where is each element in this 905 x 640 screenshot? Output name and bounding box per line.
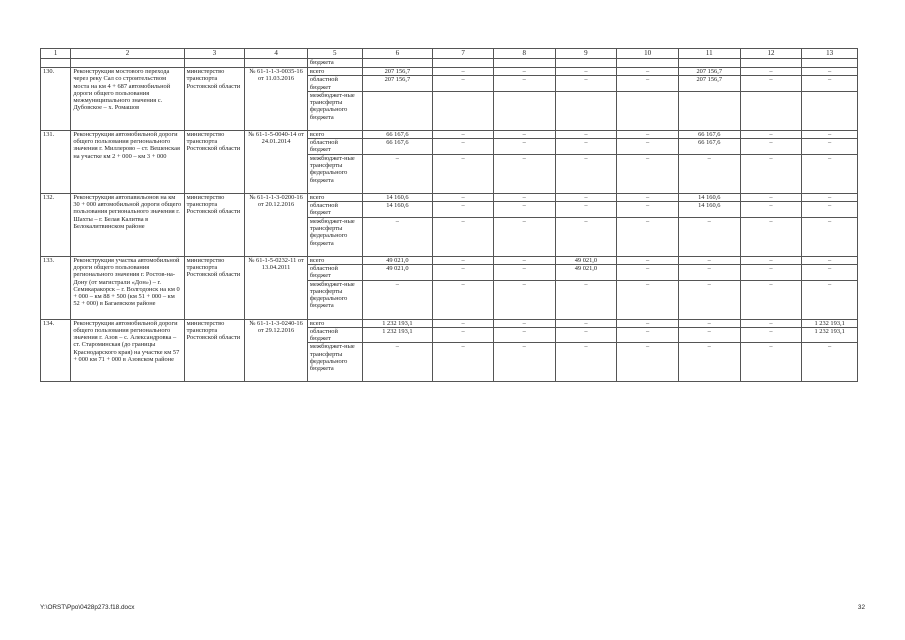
amount-cell: – [678, 256, 740, 264]
amount-cell: – [617, 264, 679, 280]
table-row [41, 319, 858, 327]
funding-source-label: областной бюджет [307, 327, 362, 343]
amount-cell: – [740, 327, 802, 343]
amount-cell: – [617, 217, 679, 256]
amount-cell: – [802, 68, 858, 76]
amount-cell: – [740, 264, 802, 280]
amount-cell: – [493, 154, 555, 193]
funding-source-label: межбюджет-ные трансферты федерального бюджета [307, 91, 362, 130]
responsible-ministry: министерство транспорта Ростовской области [184, 256, 245, 319]
empty-cell [617, 59, 679, 68]
item-number: 131. [41, 130, 71, 193]
amount-cell: 66 167,6 [678, 139, 740, 155]
item-number: 134. [41, 319, 71, 382]
amount-cell: – [433, 154, 494, 193]
amount-cell: – [362, 217, 433, 256]
amount-cell: – [555, 343, 617, 382]
table-row [41, 130, 858, 138]
amount-cell: – [617, 343, 679, 382]
amount-cell [433, 91, 494, 130]
amount-cell: – [802, 193, 858, 201]
empty-cell [493, 59, 555, 68]
program-table [40, 48, 858, 382]
amount-cell: – [493, 256, 555, 264]
funding-source-label: областной бюджет [307, 264, 362, 280]
amount-cell: – [433, 217, 494, 256]
amount-cell: – [678, 217, 740, 256]
amount-cell: 207 156,7 [362, 68, 433, 76]
amount-cell: – [802, 343, 858, 382]
amount-cell: 1 232 193,1 [802, 319, 858, 327]
amount-cell: – [555, 154, 617, 193]
column-number-header: 12 [740, 49, 802, 59]
object-name: Реконструкция мостового перехода через реку Сал со строительством моста на км 4 + 687 автомобильной дороги общего пользования межмуниципального значения с. Дубовское – х. Ромашов [71, 68, 184, 131]
amount-cell: – [555, 327, 617, 343]
amount-cell: – [802, 280, 858, 319]
amount-cell: 207 156,7 [678, 76, 740, 92]
column-number-header: 1 [41, 49, 71, 59]
amount-cell: 14 160,6 [362, 193, 433, 201]
amount-cell: – [362, 154, 433, 193]
amount-cell: – [802, 76, 858, 92]
amount-cell: 1 232 193,1 [362, 327, 433, 343]
amount-cell: – [740, 256, 802, 264]
empty-cell [362, 59, 433, 68]
amount-cell: – [493, 76, 555, 92]
amount-cell: – [617, 76, 679, 92]
amount-cell: – [740, 130, 802, 138]
amount-cell: – [740, 76, 802, 92]
empty-cell [678, 59, 740, 68]
amount-cell: – [362, 280, 433, 319]
amount-cell: – [740, 139, 802, 155]
amount-cell: – [617, 68, 679, 76]
amount-cell: – [740, 217, 802, 256]
object-name: Реконструкция автопавильонов на км 30 + 000 автомобильной дороги общего пользования регионального значения г. Шахты – г. Белая Калитва в Белокалитвинском районе [71, 193, 184, 256]
column-number-header: 2 [71, 49, 184, 59]
amount-cell: – [433, 202, 494, 218]
amount-cell: 1 232 193,1 [802, 327, 858, 343]
amount-cell: – [433, 130, 494, 138]
amount-cell [678, 91, 740, 130]
amount-cell: 14 160,6 [678, 193, 740, 201]
object-name: Реконструкция участка автомобильной дороги общего пользования регионального значения г. Ростов-на-Дону (от магистрали «Дон») – г. Семикаракорск – г. Волгодонск на км 0 + 000 – км 88 + 500 (км 51 + 000 – км 52 + 000) в Багаевском районе [71, 256, 184, 319]
item-number: 130. [41, 68, 71, 131]
funding-source-label: областной бюджет [307, 76, 362, 92]
column-number-header: 5 [307, 49, 362, 59]
amount-cell: – [802, 217, 858, 256]
empty-cell [71, 59, 184, 68]
column-number-header: 8 [493, 49, 555, 59]
amount-cell: – [555, 130, 617, 138]
amount-cell: 49 021,0 [555, 256, 617, 264]
amount-cell: – [433, 264, 494, 280]
amount-cell [362, 91, 433, 130]
amount-cell [493, 91, 555, 130]
amount-cell: 66 167,6 [362, 130, 433, 138]
responsible-ministry: министерство транспорта Ростовской области [184, 68, 245, 131]
amount-cell: 14 160,6 [362, 202, 433, 218]
amount-cell: – [493, 130, 555, 138]
object-name: Реконструкция автомобильной дороги общего пользования регионального значения г. Азов – с. Александровка – ст. Староминская (до границы Краснодарского края) на участке км 57 + 000 км 71 + 000 в Азовском районе [71, 319, 184, 382]
responsible-ministry: министерство транспорта Ростовской области [184, 130, 245, 193]
amount-cell: – [555, 193, 617, 201]
amount-cell: – [740, 343, 802, 382]
amount-cell: – [493, 202, 555, 218]
empty-cell [433, 59, 494, 68]
amount-cell: 14 160,6 [678, 202, 740, 218]
empty-cell [184, 59, 245, 68]
footer-file-path: Y:\ORST\Ppo\0428p273.f18.docx [40, 604, 135, 611]
header-row [41, 49, 858, 59]
amount-cell: – [555, 280, 617, 319]
amount-cell: – [433, 68, 494, 76]
document-reference: № 61-1-1-3-0035-16 от 11.03.2016 [245, 68, 308, 131]
amount-cell: – [802, 202, 858, 218]
amount-cell: – [740, 319, 802, 327]
amount-cell [617, 91, 679, 130]
amount-cell: – [555, 139, 617, 155]
amount-cell: – [493, 68, 555, 76]
amount-cell: – [617, 154, 679, 193]
funding-source-label: всего [307, 193, 362, 201]
column-number-header: 7 [433, 49, 494, 59]
amount-cell: – [802, 154, 858, 193]
amount-cell: – [433, 319, 494, 327]
amount-cell: – [555, 68, 617, 76]
amount-cell: – [740, 193, 802, 201]
amount-cell: – [740, 154, 802, 193]
amount-cell [740, 91, 802, 130]
item-number: 133. [41, 256, 71, 319]
amount-cell: – [555, 76, 617, 92]
amount-cell [555, 91, 617, 130]
amount-cell: 66 167,6 [678, 130, 740, 138]
funding-source-label: межбюджет-ные трансферты федерального бюджета [307, 217, 362, 256]
funding-source-label: всего [307, 319, 362, 327]
funding-source-label: областной бюджет [307, 202, 362, 218]
page-number: 32 [857, 604, 865, 611]
empty-cell [740, 59, 802, 68]
empty-cell [245, 59, 308, 68]
funding-source-label: межбюджет-ные трансферты федерального бюджета [307, 343, 362, 382]
continuation-row [41, 59, 858, 68]
empty-cell [802, 59, 858, 68]
amount-cell: – [678, 343, 740, 382]
amount-cell: – [802, 264, 858, 280]
funding-source-label: межбюджет-ные трансферты федерального бюджета [307, 154, 362, 193]
amount-cell: – [493, 343, 555, 382]
amount-cell: – [740, 280, 802, 319]
amount-cell: 1 232 193,1 [362, 319, 433, 327]
amount-cell: 207 156,7 [678, 68, 740, 76]
amount-cell: – [617, 256, 679, 264]
document-reference: № 61-1-5-0232-11 от 13.04.2011 [245, 256, 308, 319]
amount-cell: – [362, 343, 433, 382]
amount-cell: – [433, 139, 494, 155]
amount-cell: – [802, 130, 858, 138]
amount-cell: – [740, 68, 802, 76]
amount-cell: – [617, 319, 679, 327]
column-number-header: 11 [678, 49, 740, 59]
item-number: 132. [41, 193, 71, 256]
column-number-header: 6 [362, 49, 433, 59]
amount-cell: – [617, 202, 679, 218]
funding-source-label: всего [307, 130, 362, 138]
document-reference: № 61-1-5-0040-14 от 24.01.2014 [245, 130, 308, 193]
amount-cell: – [493, 193, 555, 201]
funding-source-label: межбюджет-ные трансферты федерального бюджета [307, 280, 362, 319]
amount-cell: 49 021,0 [362, 256, 433, 264]
amount-cell: – [617, 193, 679, 201]
column-number-header: 13 [802, 49, 858, 59]
amount-cell: – [678, 327, 740, 343]
amount-cell: – [678, 264, 740, 280]
object-name: Реконструкция автомобильной дороги общего пользования регионального значения г. Миллерово – ст. Вешенская на участке км 2 + 000 – км 3 + 000 [71, 130, 184, 193]
table-row [41, 193, 858, 201]
amount-cell [802, 91, 858, 130]
responsible-ministry: министерство транспорта Ростовской области [184, 193, 245, 256]
amount-cell: – [678, 154, 740, 193]
funding-source-label: областной бюджет [307, 139, 362, 155]
column-number-header: 3 [184, 49, 245, 59]
amount-cell: – [678, 280, 740, 319]
amount-cell: – [493, 319, 555, 327]
amount-cell: – [802, 256, 858, 264]
amount-cell: – [433, 256, 494, 264]
amount-cell: 207 156,7 [362, 76, 433, 92]
funding-source-label: всего [307, 256, 362, 264]
amount-cell: – [493, 280, 555, 319]
amount-cell: – [740, 202, 802, 218]
empty-cell [555, 59, 617, 68]
amount-cell: – [433, 343, 494, 382]
amount-cell: – [433, 280, 494, 319]
table-row [41, 256, 858, 264]
amount-cell: 66 167,6 [362, 139, 433, 155]
column-number-header: 9 [555, 49, 617, 59]
column-number-header: 10 [617, 49, 679, 59]
amount-cell: – [617, 327, 679, 343]
amount-cell: – [555, 319, 617, 327]
amount-cell: – [493, 139, 555, 155]
amount-cell: – [493, 217, 555, 256]
amount-cell: – [617, 280, 679, 319]
empty-cell [41, 59, 71, 68]
amount-cell: – [433, 76, 494, 92]
amount-cell: – [433, 193, 494, 201]
amount-cell: 49 021,0 [555, 264, 617, 280]
amount-cell: – [617, 139, 679, 155]
document-reference: № 61-1-1-3-0200-16 от 20.12.2016 [245, 193, 308, 256]
continuation-label: бюджета [307, 59, 362, 68]
amount-cell: – [555, 217, 617, 256]
amount-cell: – [493, 327, 555, 343]
table-row [41, 68, 858, 76]
amount-cell: 49 021,0 [362, 264, 433, 280]
column-number-header: 4 [245, 49, 308, 59]
amount-cell: – [433, 327, 494, 343]
amount-cell: – [678, 319, 740, 327]
funding-source-label: всего [307, 68, 362, 76]
amount-cell: – [555, 202, 617, 218]
amount-cell: – [802, 139, 858, 155]
amount-cell: – [493, 264, 555, 280]
responsible-ministry: министерство транспорта Ростовской области [184, 319, 245, 382]
document-reference: № 61-1-1-3-0240-16 от 29.12.2016 [245, 319, 308, 382]
amount-cell: – [617, 130, 679, 138]
